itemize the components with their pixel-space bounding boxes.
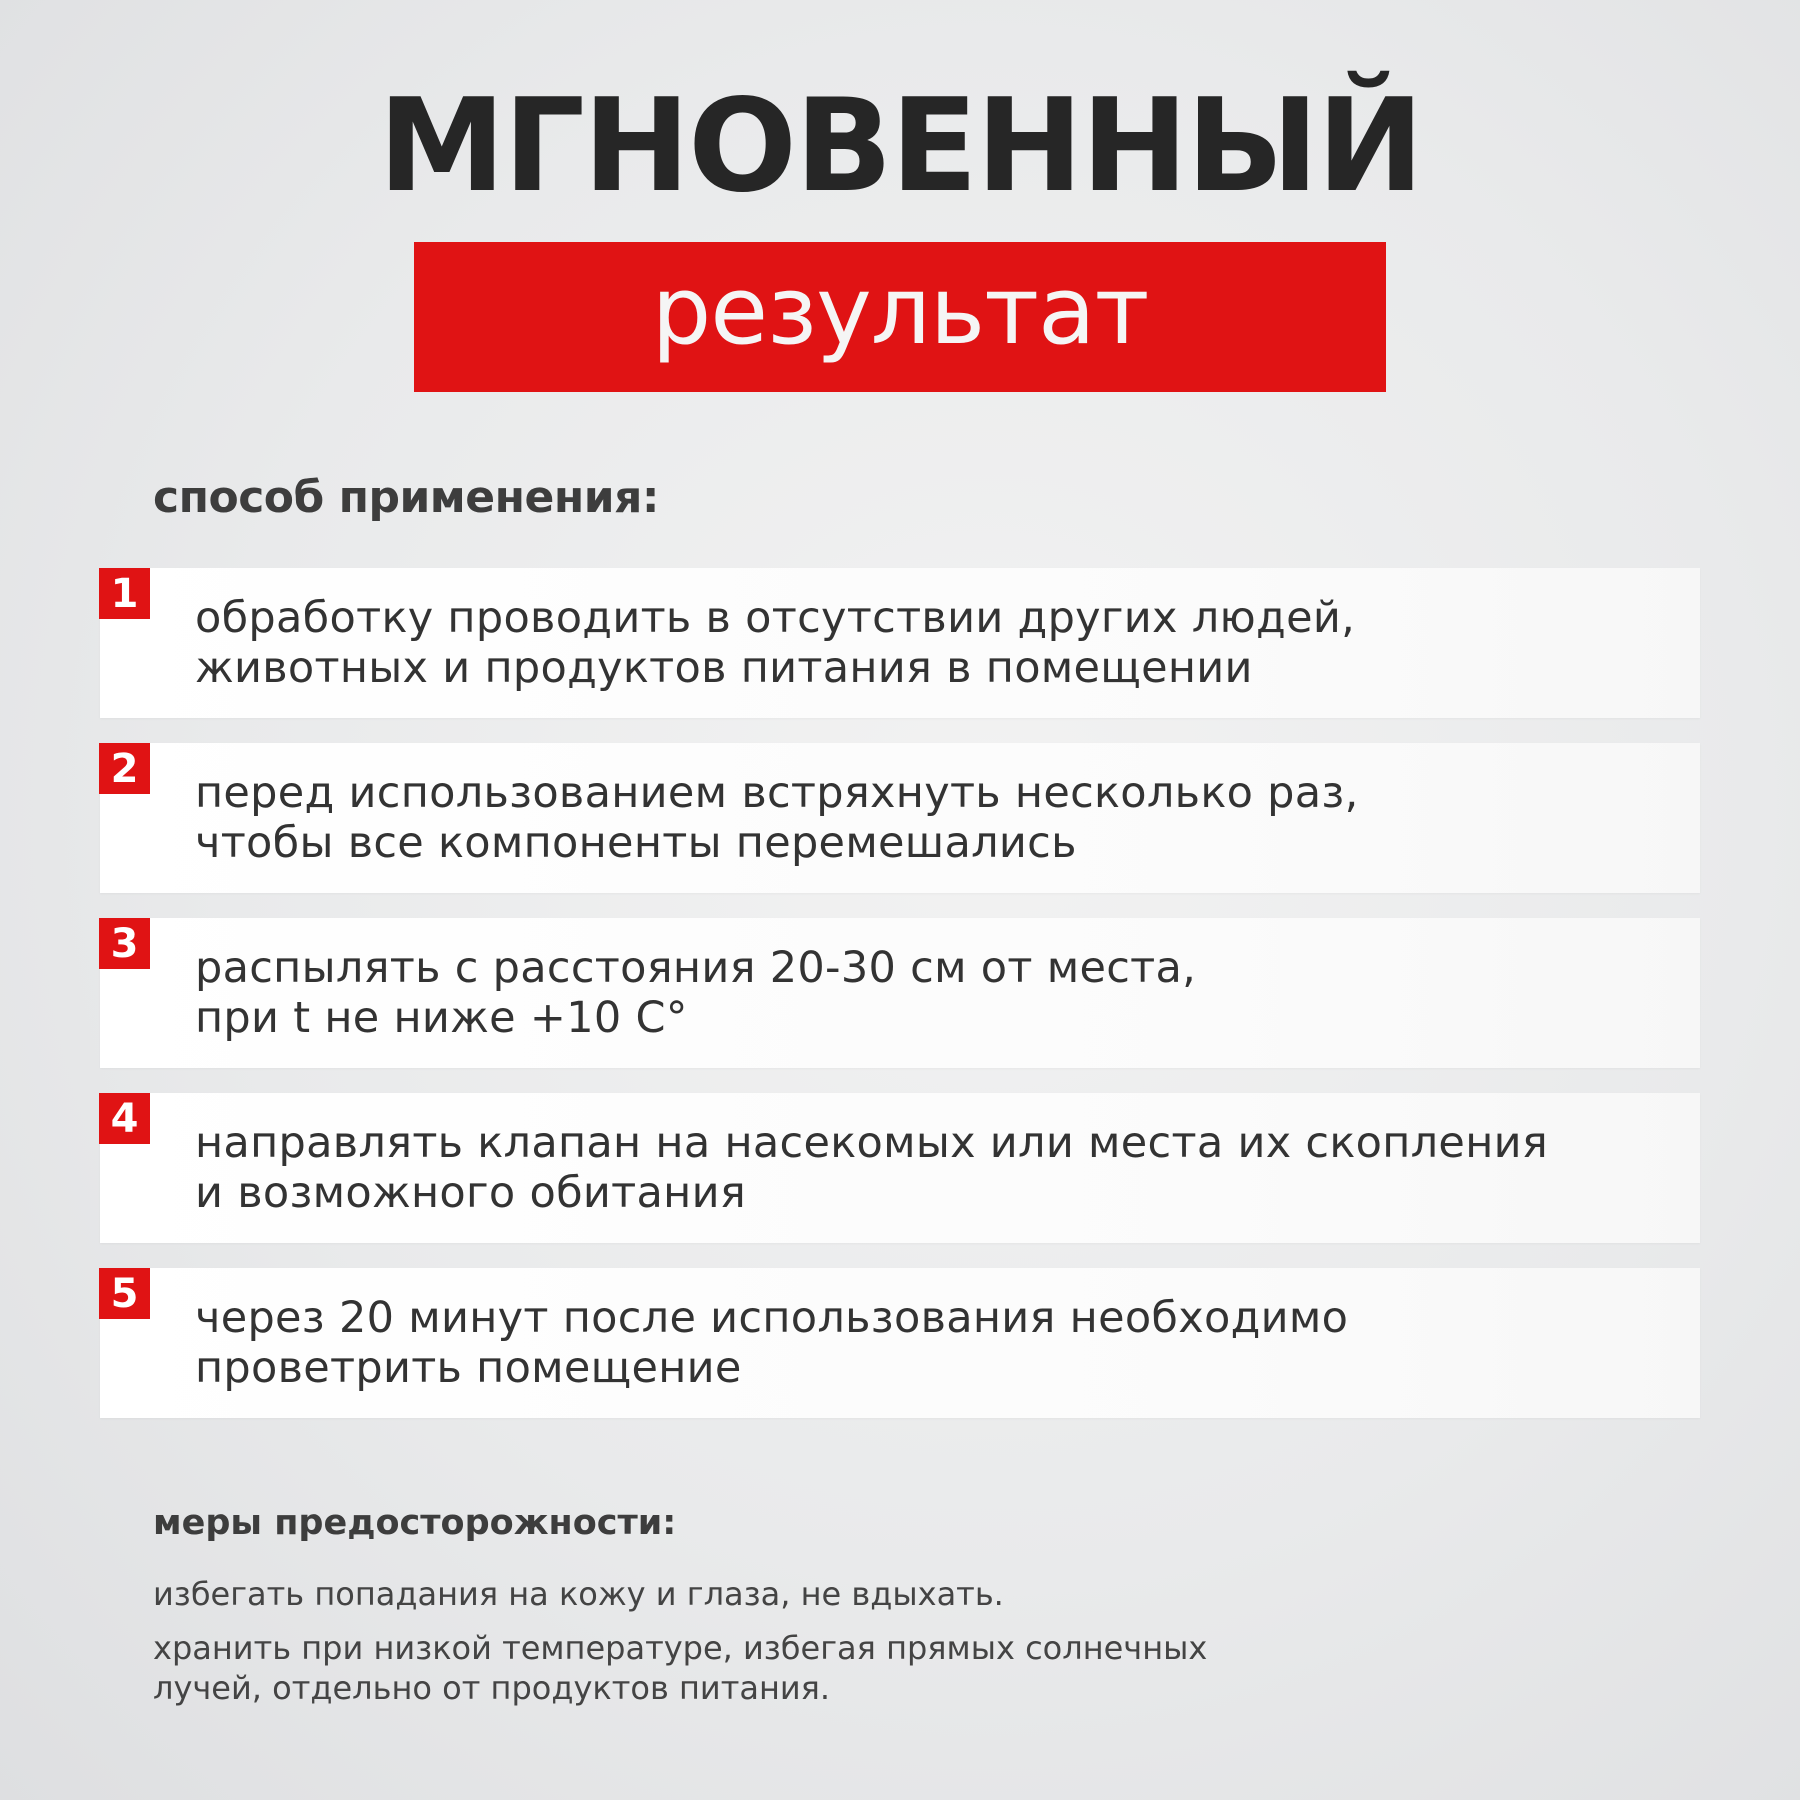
precaution-item: избегать попадания на кожу и глаза, не вдыхать. bbox=[153, 1575, 1004, 1613]
step-text: обработку проводить в отсутствии других людей, животных и продуктов питания в помещении bbox=[195, 593, 1356, 693]
step-number-badge: 1 bbox=[99, 568, 150, 619]
usage-heading: способ применения: bbox=[153, 472, 659, 523]
step-card-4 bbox=[100, 1093, 1700, 1243]
step-number-badge: 3 bbox=[99, 918, 150, 969]
step-text: направлять клапан на насекомых или места их скопления и возможного обитания bbox=[195, 1118, 1549, 1218]
step-text: перед использованием встряхнуть несколько раз, чтобы все компоненты перемешались bbox=[195, 768, 1359, 868]
step-text: распылять с расстояния 20-30 см от места, при t не ниже +10 С° bbox=[195, 943, 1197, 1043]
step-card-1 bbox=[100, 568, 1700, 718]
banner-text: результат bbox=[651, 257, 1149, 366]
main-title: МГНОВЕННЫЙ bbox=[378, 72, 1422, 221]
step-number-badge: 5 bbox=[99, 1268, 150, 1319]
step-number-badge: 4 bbox=[99, 1093, 150, 1144]
step-card-2 bbox=[100, 743, 1700, 893]
result-banner bbox=[414, 242, 1386, 392]
step-number-badge: 2 bbox=[99, 743, 150, 794]
step-card-3 bbox=[100, 918, 1700, 1068]
precautions-heading: меры предосторожности: bbox=[153, 1503, 677, 1543]
step-text: через 20 минут после использования необходимо проветрить помещение bbox=[195, 1293, 1349, 1393]
precaution-item: хранить при низкой температуре, избегая прямых солнечных лучей, отдельно от продуктов питания. bbox=[153, 1629, 1208, 1707]
step-card-5 bbox=[100, 1268, 1700, 1418]
